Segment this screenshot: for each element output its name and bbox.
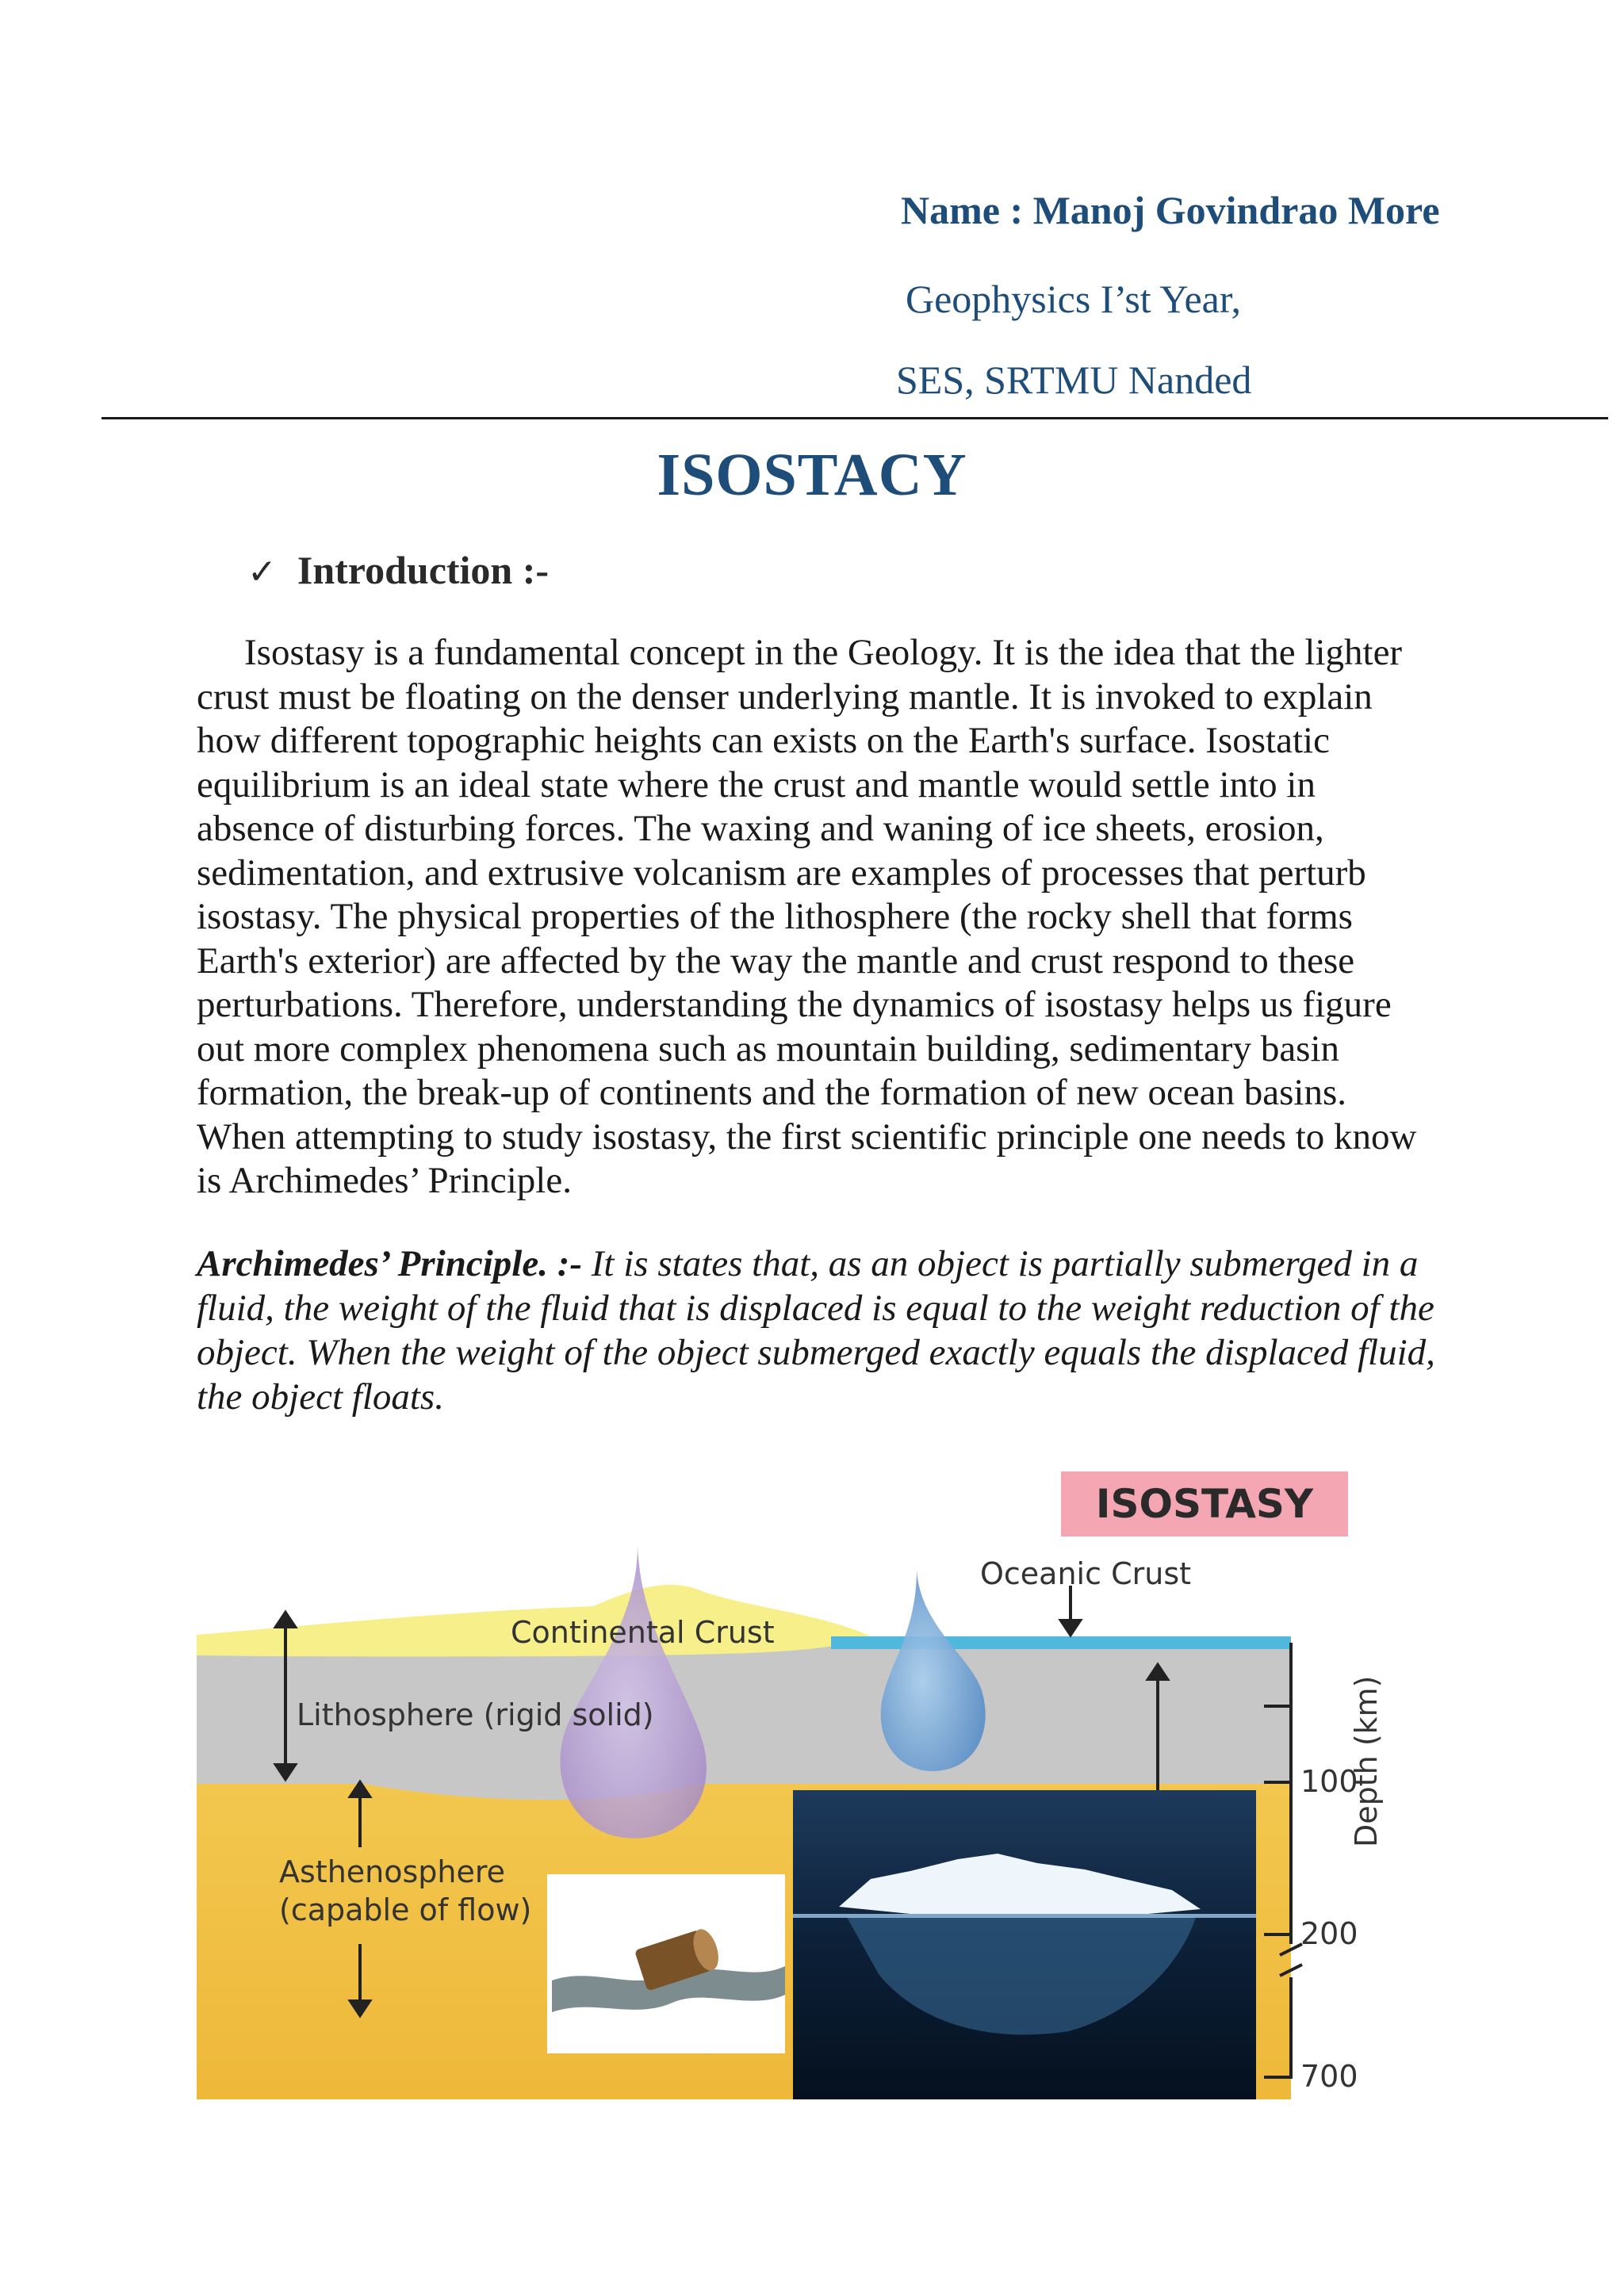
depth-tick-200: 200	[1300, 1916, 1358, 1951]
depth-tick-700: 700	[1300, 2059, 1358, 2094]
checkmark-icon: ✓	[247, 552, 277, 592]
author-department: SES, SRTMU Nanded	[896, 358, 1252, 402]
ocean-drop	[881, 1570, 986, 1771]
lithosphere-label: Lithosphere (rigid solid)	[297, 1697, 654, 1732]
isostasy-figure	[197, 1459, 1396, 2099]
author-name: Name : Manoj Govindrao More	[901, 188, 1440, 232]
page-title: ISOSTACY	[657, 442, 967, 508]
introduction-heading	[247, 547, 549, 593]
oceanic-crust-label: Oceanic Crust	[980, 1556, 1192, 1591]
asthenosphere-sublabel: (capable of flow)	[279, 1892, 532, 1927]
depth-axis-label: Depth (km)	[1349, 1675, 1384, 1847]
archimedes-label: Archimedes’ Principle. :-	[197, 1243, 583, 1284]
asthenosphere-label: Asthenosphere	[279, 1854, 506, 1889]
author-year: Geophysics I’st Year,	[906, 277, 1241, 321]
archimedes-paragraph	[197, 1242, 1450, 1419]
depth-tick-100: 100	[1300, 1764, 1358, 1799]
isostasy-diagram	[197, 1459, 1396, 2099]
introduction-paragraph: Isostasy is a fundamental concept in the Geology. It is the idea that the lighter crust must be floating on the denser underlying mantle. It is invoked to explain how different topographic heights can exists on the Earth's surface. Isostatic equilibrium is an ideal state where the crust and mantle would settle into in absence of disturbing forces. The waxing and waning of ice sheets, erosion, sedimentation, and extrusive volcanism are examples of processes that perturb isostasy. The physical properties of the lithosphere (the rocky shell that forms Earth's exterior) are affected by the way the mantle and crust respond to these perturbations. Therefore, understanding the dynamics of isostasy helps us figure out more complex phenomena such as mountain building, sedimentary basin formation, the break-up of continents and the formation of new ocean basins. When attempting to study isostasy, the first scientific principle one needs to know is Archimedes’ Principle.	[197, 632, 1417, 1201]
oceanic-crust-arrow	[1061, 1586, 1080, 1635]
continental-crust-label: Continental Crust	[511, 1615, 775, 1650]
figure-title: ISOSTASY	[1061, 1471, 1348, 1536]
waterline	[793, 1914, 1256, 1918]
oceanic-crust	[831, 1636, 1291, 1649]
introduction-heading-text: Introduction :-	[297, 548, 550, 592]
header-divider	[102, 417, 1608, 419]
archimedes-text: It is states that, as an object is partially submerged in a fluid, the weight of the fluid that is displaced is equal to the weight reduction of the object. When the weight of the object submerged exactly equals the displaced fluid, the object floats.	[197, 1243, 1435, 1418]
